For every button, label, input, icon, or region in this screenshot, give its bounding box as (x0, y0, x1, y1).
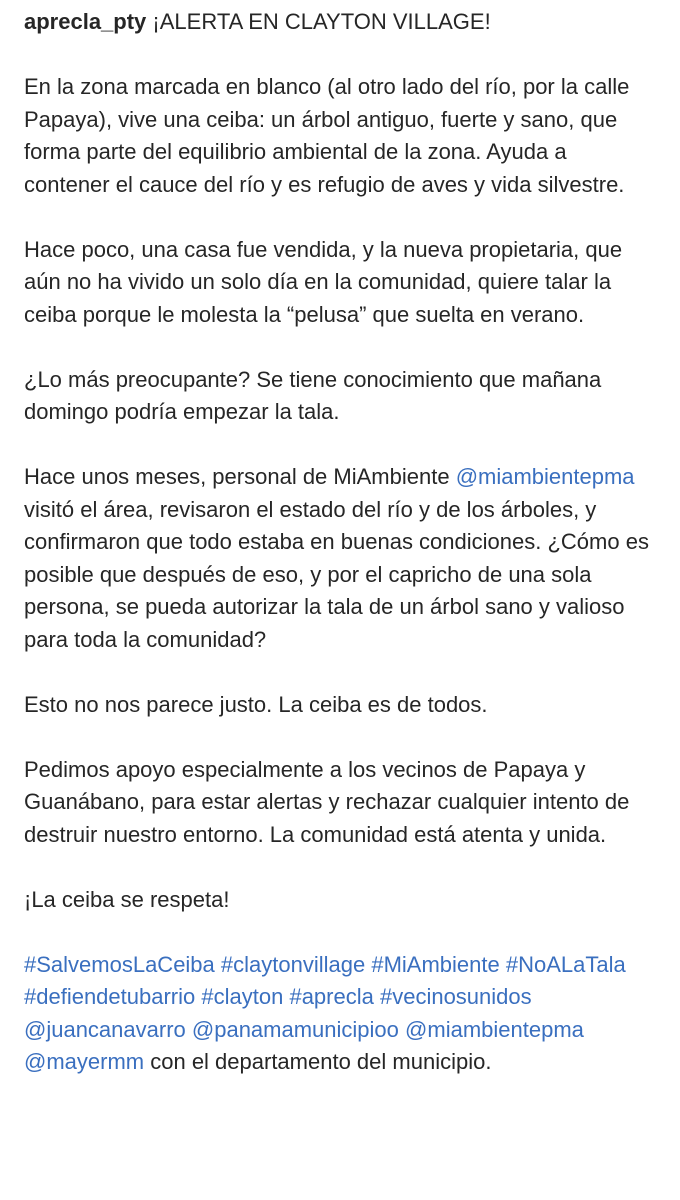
caption-paragraph-7: ¡La ceiba se respeta! (24, 886, 230, 912)
mention-mayermm-link[interactable]: @mayermm (24, 1049, 145, 1074)
hashtag-vecinosunidos-link[interactable]: #vecinosunidos (379, 984, 532, 1009)
caption-paragraph-2: Hace poco, una casa fue vendida, y la nueva propietaria, que aún no ha vivido un solo día en la comunidad, quiere talar la ceiba porque le molesta la “pelusa” que suelta en verano. (24, 236, 623, 327)
caption-paragraph-4 (24, 461, 656, 656)
caption-closing-text: con el departamento del municipio. (150, 1049, 492, 1074)
hashtag-aprecla-link[interactable]: #aprecla (289, 984, 374, 1009)
username-link[interactable]: aprecla_pty (24, 9, 147, 34)
mention-miambientepma-tag-link[interactable]: @miambientepma (405, 1016, 584, 1042)
hashtag-noalatala-link[interactable]: #NoALaTala (505, 951, 626, 977)
hashtag-claytonvillage-link[interactable]: #claytonvillage (220, 951, 366, 977)
hashtag-clayton-link[interactable]: #clayton (201, 984, 284, 1009)
caption-headline-line (24, 6, 656, 39)
caption-paragraph-3: ¿Lo más preocupante? Se tiene conocimiento que mañana domingo podría empezar la tala. (24, 366, 602, 424)
mention-juancanavarro-link[interactable]: @juancanavarro (24, 1016, 186, 1042)
caption-paragraph-5: Esto no nos parece justo. La ceiba es de todos. (24, 691, 488, 717)
caption-headline: ¡ALERTA EN CLAYTON VILLAGE! (152, 9, 491, 34)
caption-paragraph-6: Pedimos apoyo especialmente a los vecinos de Papaya y Guanábano, para estar alertas y rechazar cualquier intento de destruir nuestro entorno. La comunidad está atenta y unida. (24, 756, 630, 847)
caption-hashtags (24, 949, 656, 1079)
hashtag-miambiente-link[interactable]: #MiAmbiente (371, 951, 500, 977)
mention-panamamunicipioo-link[interactable]: @panamamunicipioo (191, 1016, 399, 1042)
hashtag-defiendetubarrio-link[interactable]: #defiendetubarrio (24, 984, 196, 1009)
caption-paragraph-4-intro: Hace unos meses, personal de MiAmbiente (24, 464, 450, 489)
caption-paragraph-4-body: visitó el área, revisaron el estado del río y de los árboles, y confirmaron que todo estaba en buenas condiciones. ¿Cómo es posible que después de eso, y por el capricho de una sola persona, se pueda autorizar la tala de un árbol sano y valioso para toda la comunidad? (24, 496, 649, 652)
hashtag-salvemoslaceiba-link[interactable]: #SalvemosLaCeiba (24, 951, 215, 977)
caption-paragraph-1: En la zona marcada en blanco (al otro lado del río, por la calle Papaya), vive una ceiba: un árbol antiguo, fuerte y sano, que forma parte del equilibrio ambiental de la zona. Ayuda a contener el cauce del río y es refugio de aves y vida silvestre. (24, 74, 630, 197)
mention-miambientepma-link[interactable]: @miambientepma (455, 464, 635, 489)
